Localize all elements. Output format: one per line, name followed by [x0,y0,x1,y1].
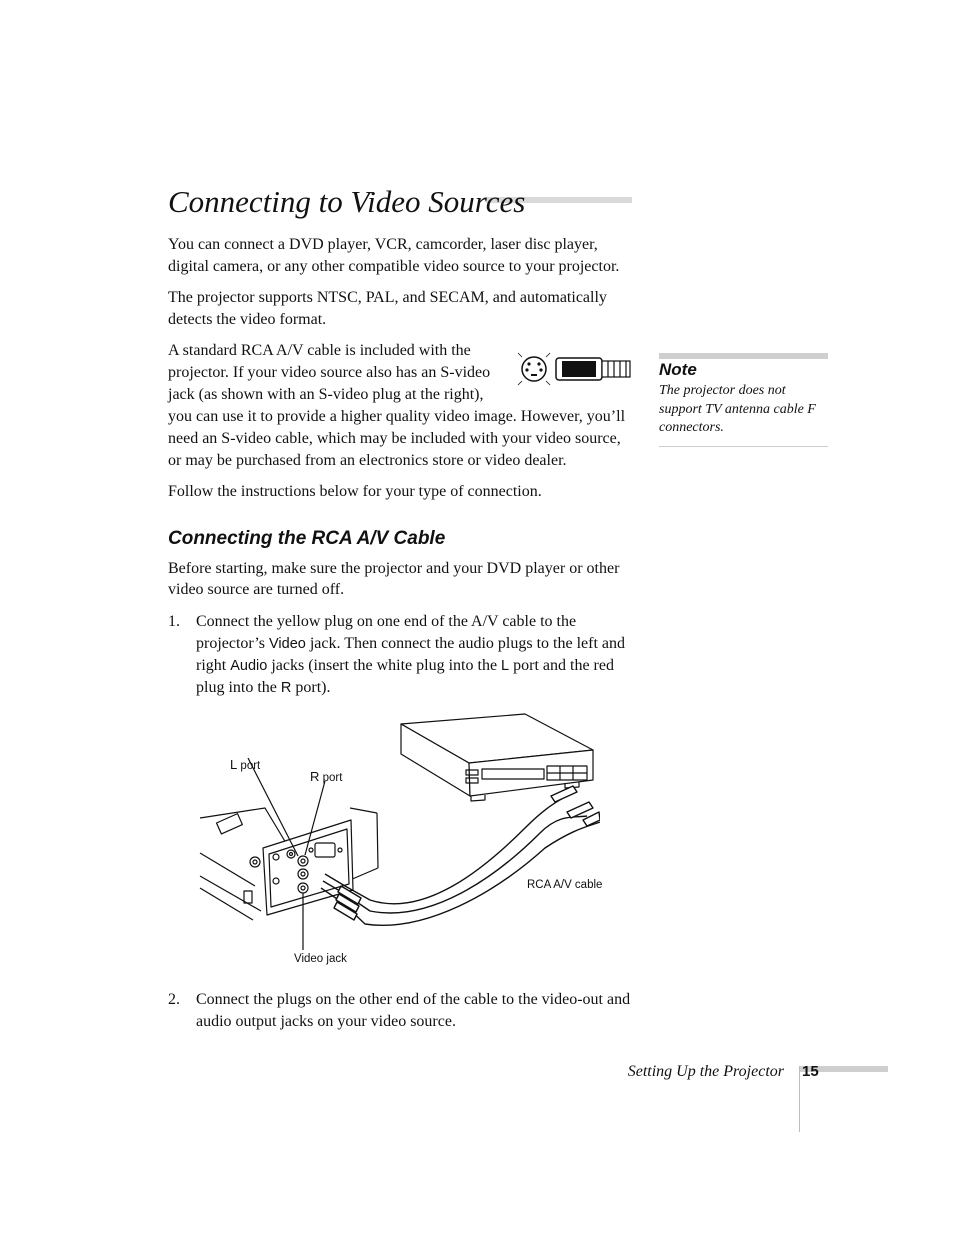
step-number: 1. [168,613,180,630]
connection-diagram [195,708,603,973]
r-port-rest: port [319,772,343,784]
note-divider [659,446,828,447]
step-number: 2. [168,991,180,1008]
step-text-part: jacks (insert the white plug into the [267,657,502,674]
rca-cable-label: RCA A/V cable [527,879,603,891]
footer-divider [799,1066,800,1132]
footer-section-name: Setting Up the Projector [627,1063,784,1080]
audio-keyword: Audio [230,658,268,674]
video-jack-label: Video jack [294,953,347,965]
section-intro: Before starting, make sure the projector and your DVD player or other video source are turned off. [168,560,620,598]
step-text-part: jack. Then connect the audio plugs to the left and right [196,635,626,674]
page-number: 15 [802,1063,819,1080]
r-port-label [310,769,342,784]
step-text-part: Connect the yellow plug on one end of the A/V cable to the projector’s [196,613,577,652]
note-text: The projector does not support TV antenna cable F connectors. [659,383,816,435]
svideo-paragraph-start: A standard RCA A/V cable is included with the projector. If your video source also has an S-video jack (as shown with an S-video plug at the right), [168,342,491,403]
l-port-key: L [230,757,238,772]
step-text-part: port and the red plug into the [196,657,614,696]
l-port-label [230,757,260,772]
video-keyword: Video [269,636,306,652]
format-paragraph: The projector supports NTSC, PAL, and SECAM, and automatically detects the video format. [168,289,607,328]
page-title: Connecting to Video Sources [168,184,526,219]
l-port-rest: port [237,760,261,772]
svideo-paragraph-end: you can use it to provide a higher quality video image. However, you’ll need an S-video cable, which may be included with your video source, or may be purchased from an electronics store or video dealer. [168,408,626,469]
step-text-part: port). [291,679,331,696]
step-text [196,611,636,699]
instructions-paragraph: Follow the instructions below for your type of connection. [168,483,542,500]
note-rule [659,353,828,359]
section-heading: Connecting the RCA A/V Cable [168,528,446,549]
step-text: Connect the plugs on the other end of the cable to the video-out and audio output jacks on your video source. [196,991,631,1030]
l-keyword: L [501,658,510,674]
note-title: Note [659,360,697,379]
r-keyword: R [280,680,292,696]
svideo-plug-icon [512,348,632,390]
r-port-key: R [310,769,320,784]
intro-paragraph: You can connect a DVD player, VCR, camcorder, laser disc player, digital camera, or any other compatible video source to your projector. [168,236,620,275]
